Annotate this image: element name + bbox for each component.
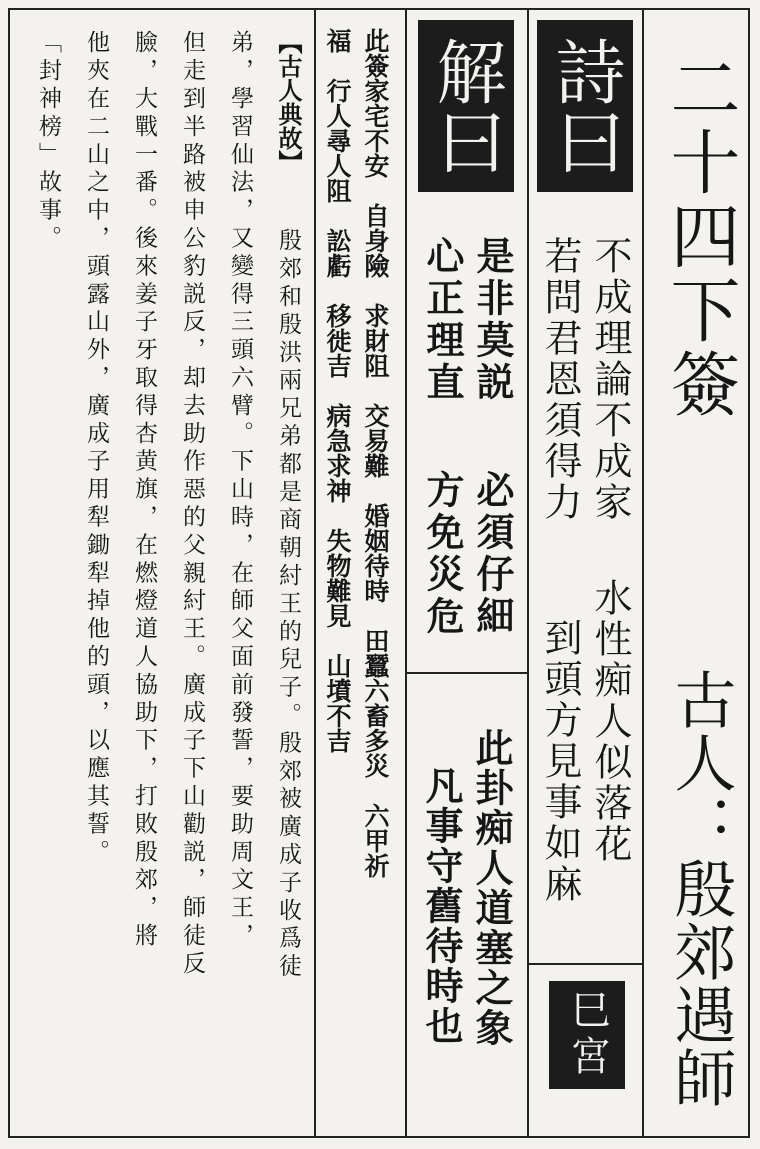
poem-line-2: 若問君恩須得力	[538, 236, 582, 523]
poem-line-3: 水性痴人似落花	[588, 578, 632, 865]
interpretation-line-4: 方免災危	[420, 470, 464, 638]
story-column-2: 弟，學習仙法，又變得三頭六臂。下山時，在師父面前發誓，要助周文王，	[227, 30, 253, 951]
interpretation-line-3: 必須仔細	[470, 470, 514, 638]
story-column-6: 「封神榜」故事。	[35, 30, 61, 254]
divider-title	[642, 8, 644, 1138]
divider-interpretation	[405, 8, 407, 1138]
slip-subtitle: 古人：殷郊遇師	[664, 668, 737, 1109]
divider-poem	[527, 8, 529, 1138]
poem-line-1: 不成理論不成家	[588, 236, 632, 523]
interpretation-summary-1: 此卦痴人道塞之象	[469, 728, 513, 1048]
palace-label: 巳宮	[549, 981, 625, 1089]
slip-title: 二十四下簽	[659, 52, 741, 422]
interpretation-line-2: 心正理直	[420, 236, 464, 404]
fortune-items-line-2: 福 行人尋人阻 訟虧 移徙吉 病急求神 失物難見 山墳不吉	[323, 28, 352, 753]
interpretation-label: 解曰	[418, 20, 514, 192]
divider-interp-summary	[407, 672, 527, 674]
poem-line-4: 到頭方見事如麻	[538, 618, 582, 905]
story-header: 【古人典故】	[274, 30, 303, 174]
story-column-5: 他夾在二山之中，頭露山外，廣成子用犁鋤犁掉他的頭，以應其誓。	[83, 30, 109, 867]
interpretation-summary-2: 凡事守舊待時也	[419, 766, 463, 1046]
story-column-4: 臉，大戰一番。後來姜子牙取得杏黄旗，在燃燈道人協助下，打敗殷郊，將	[131, 30, 157, 951]
story-column-3: 但走到半路被申公豹説反，却去助作惡的父親紂王。廣成子下山勸説，師徒反	[179, 30, 205, 979]
poem-label: 詩曰	[537, 20, 633, 192]
fortune-items-line-1: 此簽家宅不安 自身險 求財阻 交易難 婚姻待時 田蠶六畜多災 六甲祈	[361, 28, 390, 878]
interpretation-line-1: 是非莫説	[470, 236, 514, 404]
divider-poem-palace	[529, 963, 642, 965]
divider-story	[314, 8, 316, 1138]
story-column-1: 殷郊和殷洪兩兄弟都是商朝紂王的兒子。殷郊被廣成子收爲徒	[275, 228, 301, 982]
